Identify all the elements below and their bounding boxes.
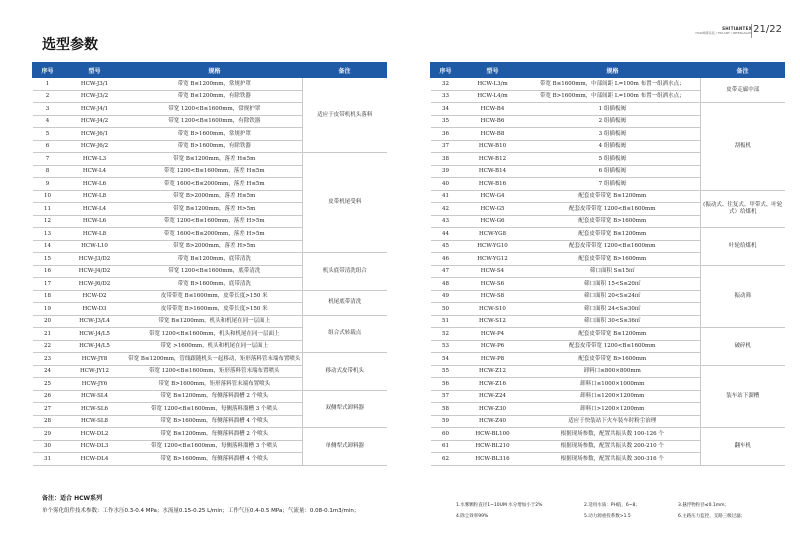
cell-spec: 5 组插板阀 [525, 153, 701, 166]
cell-spec: 配套皮带带宽 1200<B≤1600mm [525, 240, 701, 253]
cell-spec: 带宽 B>1600mm，每侧落料溜槽 4 个喷头 [127, 415, 303, 428]
cell-spec: 带宽 B>1600mm，中部间距 L=100m 布置一组洒水点； [525, 90, 701, 103]
cell-spec: 带宽 B>1600mm，常规护罩 [127, 128, 303, 141]
cell-no: 20 [33, 315, 63, 328]
cell-model: HCW-SL4 [63, 390, 127, 403]
cell-model: HCW-B4 [461, 103, 525, 116]
cell-no: 44 [431, 228, 461, 241]
cell-no: 41 [431, 190, 461, 203]
cell-spec: 带宽 B≤1200mm，机头和机尾在同一层面上 [127, 315, 303, 328]
table-row [33, 315, 387, 328]
cell-spec: 带宽 B>2000mm，落差 H>5m [127, 240, 303, 253]
cell-note: 翻车机 [701, 428, 785, 466]
cell-model: HCW-BL316 [461, 453, 525, 466]
cell-no: 34 [431, 103, 461, 116]
cell-no: 9 [33, 178, 63, 191]
cell-no: 49 [431, 290, 461, 303]
cell-no: 51 [431, 315, 461, 328]
cell-model: HCW-B12 [461, 153, 525, 166]
cell-model: HCW-P8 [461, 353, 525, 366]
cell-spec: 带宽 B>2000mm，落差 H≤5m [127, 190, 303, 203]
cell-no: 45 [431, 240, 461, 253]
cell-model: HCW-JY6 [63, 378, 127, 391]
cell-spec: 皮带带宽 B>1600mm，皮带长度>150 米 [127, 303, 303, 316]
cell-model: HCW-L4/m [461, 90, 525, 103]
cell-spec: 3 组插板阀 [525, 128, 701, 141]
cell-note: 单侧犁式卸料器 [303, 428, 387, 466]
right-note-6: 6.主路压力监控，支路三级过滤； [678, 514, 746, 519]
cell-spec: 带宽 1600<B≤2000mm，落差 H≤5m [127, 178, 303, 191]
cell-note: 双侧犁式卸料器 [303, 390, 387, 428]
header-note: 备注 [701, 63, 785, 78]
cell-spec: 带宽 1200<B≤1600mm，每侧落料溜槽 3 个喷头 [127, 440, 303, 453]
cell-spec: 带宽 1200<B≤1600mm，落差 H≤5m [127, 165, 303, 178]
cell-note: 振动筛 [701, 265, 785, 328]
notes-series: 备注：适合 HCW系列 [42, 495, 103, 502]
cell-note: 组合式转载点 [303, 315, 387, 353]
cell-no: 7 [33, 153, 63, 166]
header-model: 型号 [63, 63, 127, 78]
right-note-5: 5.动力源重投系数>1.5 [584, 514, 631, 519]
header-no: 序号 [33, 63, 63, 78]
cell-no: 33 [431, 90, 461, 103]
notes-params: 单个雾化组件技术参数：工作水压0.3-0.4 MPa；水流量0.15-0.25 L/min；工作气压0.4-0.5 MPa；气流量：0.08-0.1m3/min； [42, 508, 360, 514]
cell-spec: 带宽 B≤1600mm，中部间距 L=100m 布置一组洒水点； [525, 78, 701, 91]
cell-spec: 带宽 >1600mm，机头和机尾在同一层面上 [127, 340, 303, 353]
cell-model: HCW-DL2 [63, 428, 127, 441]
cell-model: HCW-S8 [461, 290, 525, 303]
cell-spec: 带宽 1200<B≤1600mm，落差 H>5m [127, 215, 303, 228]
cell-model: HCW-L3 [63, 153, 127, 166]
cell-no: 39 [431, 165, 461, 178]
cell-no: 43 [431, 215, 461, 228]
cell-spec: 带宽 B≤1200mm，每侧落料溜槽 2 个喷头 [127, 428, 303, 441]
cell-spec: 6 组插板阀 [525, 165, 701, 178]
cell-model: HCW-B8 [461, 128, 525, 141]
cell-spec: 适应于快装站下火车装车时粉尘治理 [525, 415, 701, 428]
cell-model: HCW-P4 [461, 328, 525, 341]
cell-no: 11 [33, 203, 63, 216]
table-header-row [431, 63, 785, 78]
cell-note: 适应于皮带机机头落料 [303, 78, 387, 153]
header-model: 型号 [461, 63, 525, 78]
cell-no: 31 [33, 453, 63, 466]
cell-model: HCW-L6 [63, 178, 127, 191]
cell-model: HCW-J4/D2 [63, 265, 127, 278]
table-row [431, 190, 785, 203]
cell-model: HCW-S6 [461, 278, 525, 291]
cell-spec: 带宽 B>1600mm，矩形落料管末端布置喷头 [127, 378, 303, 391]
cell-spec: 配套皮带带宽 1200<B≤1600mm [525, 340, 701, 353]
cell-no: 5 [33, 128, 63, 141]
cell-no: 23 [33, 353, 63, 366]
cell-no: 38 [431, 153, 461, 166]
cell-model: HCW-DL3 [63, 440, 127, 453]
cell-no: 2 [33, 90, 63, 103]
cell-no: 1 [33, 78, 63, 91]
table-row [431, 78, 785, 91]
cell-model: HCW-L6 [63, 215, 127, 228]
cell-note: 机尾底带清洗 [303, 290, 387, 315]
cell-model: HCW-L10 [63, 240, 127, 253]
cell-no: 12 [33, 215, 63, 228]
cell-spec: 带宽 B>1600mm，底带清洗 [127, 278, 303, 291]
table-row [33, 153, 387, 166]
cell-no: 8 [33, 165, 63, 178]
cell-spec: 筛口面积 S≤15㎡ [525, 265, 701, 278]
cell-spec: 根据现场参数，配置共振头数 300-316 个 [525, 453, 701, 466]
brand-name: SHITIANTEX [722, 26, 752, 31]
cell-note: 装车站下溜槽 [701, 365, 785, 428]
cell-note: 刮板机 [701, 103, 785, 191]
cell-no: 10 [33, 190, 63, 203]
cell-spec: 皮带带宽 B≤1600mm，皮带长度>150 米 [127, 290, 303, 303]
cell-spec: 2 组插板阀 [525, 115, 701, 128]
cell-spec: 配套皮带带宽 B>1600mm [525, 215, 701, 228]
cell-no: 35 [431, 115, 461, 128]
cell-model: HCW-G6 [461, 215, 525, 228]
cell-no: 4 [33, 115, 63, 128]
cell-spec: 4 组插板阀 [525, 140, 701, 153]
cell-no: 25 [33, 378, 63, 391]
cell-no: 22 [33, 340, 63, 353]
cell-no: 29 [33, 428, 63, 441]
cell-spec: 配套皮带带宽 B≤1200mm [525, 328, 701, 341]
cell-no: 32 [431, 78, 461, 91]
cell-model: HCW-S12 [461, 315, 525, 328]
cell-no: 54 [431, 353, 461, 366]
cell-spec: 带宽 1200<B≤1600mm，底带清洗 [127, 265, 303, 278]
cell-spec: 卸料口≤1200×1200mm [525, 390, 701, 403]
cell-model: HCW-SL6 [63, 403, 127, 416]
cell-spec: 筛口面积 30<S≤36㎡ [525, 315, 701, 328]
cell-model: HCW-J4/L5 [63, 328, 127, 341]
cell-no: 60 [431, 428, 461, 441]
cell-spec: 带宽 B>1600mm，每侧落料溜槽 4 个喷头 [127, 453, 303, 466]
cell-spec: 卸料口≤800×800mm [525, 365, 701, 378]
cell-no: 36 [431, 128, 461, 141]
cell-spec: 带宽 B≤1200mm，有除铁器 [127, 90, 303, 103]
right-note-2: 2.适用水质：PH值，6~8； [584, 503, 640, 508]
cell-spec: 根据现场参数，配置共振头数 200-210 个 [525, 440, 701, 453]
cell-no: 55 [431, 365, 461, 378]
cell-model: HCW-B10 [461, 140, 525, 153]
cell-spec: 带宽 1200<B≤1600mm，常规护罩 [127, 103, 303, 116]
table-row [431, 328, 785, 341]
page-title: 选型参数 [42, 37, 98, 53]
right-note-3: 3.悬浮物粒径≤0.1mm； [678, 503, 729, 508]
cell-model: HCW-J3/1 [63, 78, 127, 91]
cell-no: 13 [33, 228, 63, 241]
cell-model: HCW-YG10 [461, 240, 525, 253]
spec-table-right [430, 62, 785, 466]
cell-spec: 配套皮带带宽 B≤1200mm [525, 190, 701, 203]
cell-model: HCW-B16 [461, 178, 525, 191]
cell-model: HCW-G5 [461, 203, 525, 216]
cell-spec: 筛口面积 15<S≤20㎡ [525, 278, 701, 291]
cell-model: HCW-JY12 [63, 365, 127, 378]
cell-note: 皮带走廊中部 [701, 78, 785, 103]
table-row [33, 290, 387, 303]
cell-no: 50 [431, 303, 461, 316]
cell-model: HCW-J4/L5 [63, 340, 127, 353]
table-row [33, 353, 387, 366]
header-spec: 规格 [525, 63, 701, 78]
cell-no: 15 [33, 253, 63, 266]
table-row [33, 428, 387, 441]
cell-spec: 带宽 B≤1200mm，常规护罩 [127, 78, 303, 91]
cell-model: HCW-L8 [63, 190, 127, 203]
cell-spec: 带宽 B≤1200mm，落差 H>5m [127, 203, 303, 216]
brand-block [695, 26, 752, 35]
page-number: 21/22 [753, 24, 782, 35]
cell-no: 28 [33, 415, 63, 428]
cell-model: HCW-L3/m [461, 78, 525, 91]
cell-no: 37 [431, 140, 461, 153]
cell-spec: 带宽 B≤1200mm，管线跟随机头一起移动，矩形落料管末端布置喷头 [127, 353, 303, 366]
cell-no: 52 [431, 328, 461, 341]
cell-model: HCW-J3/2 [63, 90, 127, 103]
cell-model: HCW-L4 [63, 203, 127, 216]
cell-model: HCW-B14 [461, 165, 525, 178]
table-row [33, 390, 387, 403]
cell-model: HCW-BL210 [461, 440, 525, 453]
cell-model: HCW-J6/1 [63, 128, 127, 141]
cell-no: 47 [431, 265, 461, 278]
cell-spec: 配套皮带带宽 B≤1200mm [525, 228, 701, 241]
cell-model: HCW-J6/2 [63, 140, 127, 153]
cell-no: 62 [431, 453, 461, 466]
cell-model: HCW-YG12 [461, 253, 525, 266]
right-note-4: 4.除尘效率99% [456, 514, 489, 519]
cell-spec: 配套皮带带宽 B>1600mm [525, 353, 701, 366]
cell-model: HCW-L8 [63, 228, 127, 241]
table-row [431, 228, 785, 241]
cell-no: 17 [33, 278, 63, 291]
cell-model: HCW-BL100 [461, 428, 525, 441]
cell-model: HCW-SL8 [63, 415, 127, 428]
cell-model: HCW-Z40 [461, 415, 525, 428]
cell-no: 48 [431, 278, 461, 291]
cell-model: HCW-L4 [63, 165, 127, 178]
cell-no: 6 [33, 140, 63, 153]
cell-no: 30 [33, 440, 63, 453]
cell-spec: 带宽 B>1600mm，有除铁器 [127, 140, 303, 153]
cell-note: 皮带机尾受料 [303, 153, 387, 253]
cell-model: HCW-J3/D2 [63, 253, 127, 266]
right-note-1: 1.水雾颗粒直径1~10UM 水分增加小于2% [456, 503, 543, 508]
table-row [431, 428, 785, 441]
cell-spec: 筛口面积 20<S≤24㎡ [525, 290, 701, 303]
table-row [33, 253, 387, 266]
cell-no: 57 [431, 390, 461, 403]
cell-no: 19 [33, 303, 63, 316]
cell-no: 3 [33, 103, 63, 116]
cell-model: HCW-D3 [63, 303, 127, 316]
cell-model: HCW-YG8 [461, 228, 525, 241]
cell-model: HCW-J4/1 [63, 103, 127, 116]
cell-spec: 配套皮带带宽 B>1600mm [525, 253, 701, 266]
table-header-row [33, 63, 387, 78]
cell-model: HCW-J3/L4 [63, 315, 127, 328]
cell-model: HCW-B6 [461, 115, 525, 128]
cell-no: 14 [33, 240, 63, 253]
cell-no: 53 [431, 340, 461, 353]
cell-no: 59 [431, 415, 461, 428]
spec-table-left [32, 62, 387, 466]
cell-spec: 带宽 B≤1200mm，落差 H≤5m [127, 153, 303, 166]
table-row [33, 78, 387, 91]
cell-no: 56 [431, 378, 461, 391]
cell-model: HCW-P6 [461, 340, 525, 353]
table-row [431, 103, 785, 116]
cell-spec: 带宽 1200<B≤1600mm，每侧落料溜槽 3 个喷头 [127, 403, 303, 416]
cell-spec: 带宽 1200<B≤1600mm，有除铁器 [127, 115, 303, 128]
cell-model: HCW-DL4 [63, 453, 127, 466]
cell-no: 21 [33, 328, 63, 341]
cell-model: HCW-Z12 [461, 365, 525, 378]
cell-note: 破碎机 [701, 328, 785, 366]
cell-spec: 配套皮带带宽 1200<B≤1600mm [525, 203, 701, 216]
cell-no: 24 [33, 365, 63, 378]
cell-spec: 带宽 1600<B≤2000mm，落差 H>5m [127, 228, 303, 241]
table-row [431, 265, 785, 278]
cell-model: HCW-S4 [461, 265, 525, 278]
cell-model: HCW-G4 [461, 190, 525, 203]
cell-note: 移动式皮带机头 [303, 353, 387, 391]
cell-model: HCW-J6/D2 [63, 278, 127, 291]
cell-model: HCW-Z30 [461, 403, 525, 416]
cell-no: 40 [431, 178, 461, 191]
header-no: 序号 [431, 63, 461, 78]
cell-model: HCW-Z16 [461, 378, 525, 391]
cell-spec: 7 组插板阀 [525, 178, 701, 191]
cell-model: HCW-S10 [461, 303, 525, 316]
cell-no: 58 [431, 403, 461, 416]
cell-spec: 筛口面积 24<S≤30㎡ [525, 303, 701, 316]
cell-no: 18 [33, 290, 63, 303]
cell-note: 机头底带清洗组合 [303, 253, 387, 291]
cell-note: (振动式、往复式、甲带式、叶轮式）给煤机 [701, 190, 785, 228]
cell-spec: 根据现场参数，配置共振头数 100-126 个 [525, 428, 701, 441]
cell-no: 46 [431, 253, 461, 266]
cell-spec: 带宽 B≤1200mm，每侧落料溜槽 2 个喷头 [127, 390, 303, 403]
cell-spec: 带宽 1200<B≤1600mm，矩形落料管末端布置喷头 [127, 365, 303, 378]
cell-model: HCW-JY8 [63, 353, 127, 366]
cell-no: 16 [33, 265, 63, 278]
cell-no: 26 [33, 390, 63, 403]
cell-model: HCW-J4/2 [63, 115, 127, 128]
cell-model: HCW-Z24 [461, 390, 525, 403]
cell-note: 叶轮给煤机 [701, 228, 785, 266]
header-note: 备注 [303, 63, 387, 78]
cell-model: HCW-D2 [63, 290, 127, 303]
cell-no: 61 [431, 440, 461, 453]
cell-spec: 卸料口>1200×1200mm [525, 403, 701, 416]
footer-notes [42, 493, 359, 514]
cell-spec: 1 组插板阀 [525, 103, 701, 116]
cell-no: 27 [33, 403, 63, 416]
header-spec: 规格 [127, 63, 303, 78]
cell-no: 42 [431, 203, 461, 216]
cell-spec: 带宽 B≤1200mm，底带清洗 [127, 253, 303, 266]
cell-spec: 带宽 1200<B≤1600mm，机头和机尾在同一层面上 [127, 328, 303, 341]
brand-subtitle: HCW喷雾系统 / TIN-ANT / INTERLAGOS [695, 31, 752, 35]
table-row [431, 365, 785, 378]
cell-spec: 卸料口≤1000×1000mm [525, 378, 701, 391]
